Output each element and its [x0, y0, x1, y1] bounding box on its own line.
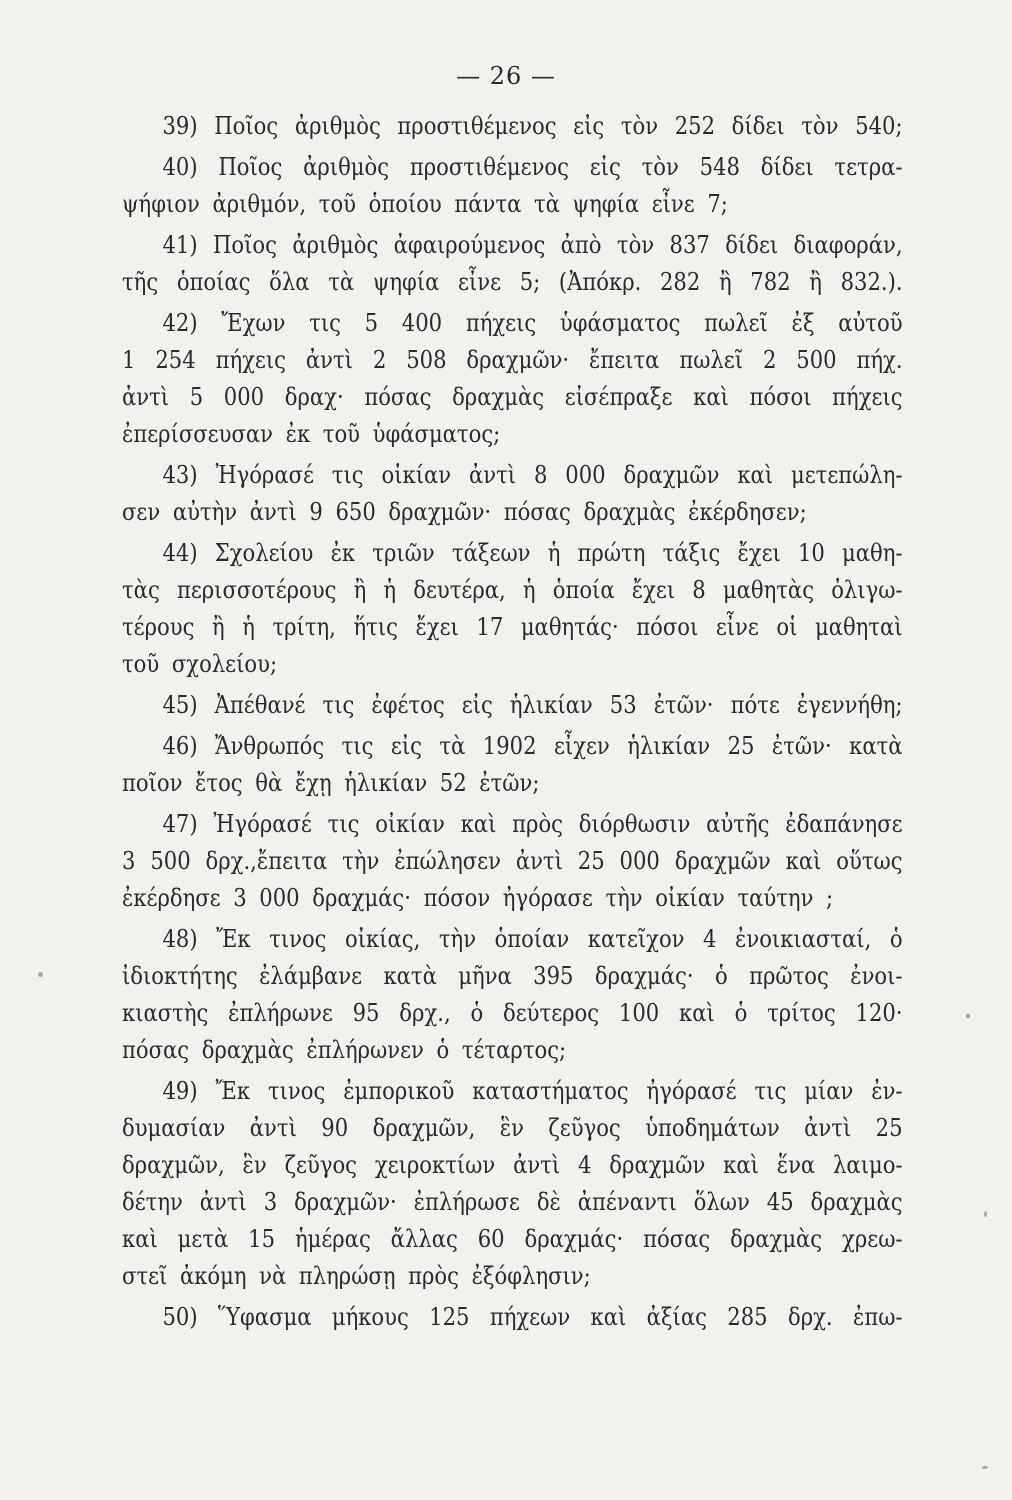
problem-number: 46) [162, 732, 198, 760]
problem-number: 49) [162, 1077, 198, 1105]
problem-41 [122, 227, 903, 301]
text-line: στεῖ ἀκόμη νὰ πληρώσῃ πρὸς ἐξόφλησιν; [122, 1262, 591, 1290]
problem-43 [122, 457, 903, 531]
problem-text: Ἔχων τις 5 400 πήχεις ὑφάσματος πωλεῖ ἐξ αὐτοῦ [221, 309, 903, 337]
problem-text: Ὕφασμα μήκους 125 πήχεων καὶ ἀξίας 285 δρχ. ἐπω- [217, 1303, 903, 1331]
text-line: ποῖον ἔτος θὰ ἔχῃ ἡλικίαν 52 ἐτῶν; [122, 769, 540, 797]
text-line: δέτην ἀντὶ 3 δραχμῶν· ἐπλήρωσε δὲ ἀπέναντι ὅλων 45 δραχμὰς [122, 1188, 903, 1216]
problem-48 [122, 921, 903, 1069]
problem-text: Ποῖος ἀριθμὸς ἀφαιρούμενος ἀπὸ τὸν 837 δίδει διαφοράν, [212, 231, 903, 259]
text-line: τῆς ὁποίας ὅλα τὰ ψηφία εἶνε 5; (Ἀπόκρ. 282 ἢ 782 ἢ 832.). [122, 268, 903, 296]
text-line: σεν αὐτὴν ἀντὶ 9 650 δραχμῶν· πόσας δραχμὰς ἐκέρδησεν; [122, 498, 807, 526]
problem-44 [122, 535, 903, 683]
text-line [122, 305, 903, 342]
text-line: τοῦ σχολείου; [122, 650, 278, 678]
text-line: τὰς περισσοτέρους ἢ ἡ δευτέρα, ἡ ὁποία ἔχει 8 μαθητὰς ὀλιγω- [122, 576, 903, 604]
text-line: 3 500 δρχ.,ἔπειτα τὴν ἐπώλησεν ἀντὶ 25 000 δραχμῶν καὶ οὕτως [122, 847, 903, 875]
text-line: ἀντὶ 5 000 δραχ· πόσας δραχμὰς εἰσέπραξε καὶ πόσοι πήχεις [122, 383, 903, 411]
text-line [122, 457, 903, 494]
problem-46 [122, 728, 903, 802]
text-line [122, 227, 903, 264]
problem-text: Ἔκ τινος οἰκίας, τὴν ὁποίαν κατεῖχον 4 ἐνοικιασταί, ὁ [216, 925, 903, 953]
problem-text: Ἀπέθανέ τις ἐφέτος εἰς ἡλικίαν 53 ἐτῶν· πότε ἐγεννήθη; [214, 691, 903, 719]
text-line: καὶ μετὰ 15 ἡμέρας ἄλλας 60 δραχμάς· πόσας δραχμὰς χρεω- [122, 1225, 903, 1253]
problem-text: Ἠγόρασέ τις οἰκίαν καὶ πρὸς διόρθωσιν αὐτῆς ἐδαπάνησε [213, 810, 903, 838]
problem-number: 39) [162, 112, 198, 140]
text-line: πόσας δραχμὰς ἐπλήρωνεν ὁ τέταρτος; [122, 1036, 567, 1064]
problem-number: 40) [162, 153, 198, 181]
problem-50 [122, 1299, 903, 1336]
problem-49 [122, 1073, 903, 1295]
text-line [122, 149, 903, 186]
text-line [122, 728, 903, 765]
problem-number: 50) [162, 1303, 198, 1331]
problem-number: 41) [162, 231, 198, 259]
text-line: ἐκέρδησε 3 000 δραχμάς· πόσον ἠγόρασε τὴν οἰκίαν ταύτην ; [122, 884, 834, 912]
problem-number: 42) [162, 309, 198, 337]
problem-number: 43) [162, 461, 198, 489]
text-line: δραχμῶν, ἓν ζεῦγος χειροκτίων ἀντὶ 4 δραχμῶν καὶ ἕνα λαιμο- [122, 1151, 903, 1179]
text-line [122, 108, 903, 145]
scan-speck [38, 972, 43, 977]
text-line: κιαστὴς ἐπλήρωνε 95 δρχ., ὁ δεύτερος 100 καὶ ὁ τρίτος 120· [122, 999, 903, 1027]
problem-number: 48) [162, 925, 198, 953]
page-number: — 26 — [456, 62, 556, 90]
problem-text: Ἔκ τινος ἐμπορικοῦ καταστήματος ἠγόρασέ τις μίαν ἐν- [215, 1077, 903, 1105]
text-line: 1 254 πήχεις ἀντὶ 2 508 δραχμῶν· ἔπειτα πωλεῖ 2 500 πήχ. [122, 346, 903, 374]
text-line: δυμασίαν ἀντὶ 90 δραχμῶν, ἓν ζεῦγος ὑποδημάτων ἀντὶ 25 [122, 1114, 903, 1142]
problem-number: 47) [162, 810, 198, 838]
scan-speck [966, 1014, 970, 1018]
scan-speck [982, 1466, 988, 1469]
scan-speck [984, 1211, 987, 1217]
problem-list [122, 108, 903, 1336]
problem-39 [122, 108, 903, 145]
text-line [122, 921, 903, 958]
text-line [122, 1299, 903, 1336]
problem-text: Ποῖος ἀριθμὸς προστιθέμενος εἰς τὸν 548 δίδει τετρα- [218, 153, 903, 181]
problem-text: Ἠγόρασέ τις οἰκίαν ἀντὶ 8 000 δραχμῶν καὶ μετεπώλη- [215, 461, 903, 489]
problem-47 [122, 806, 903, 917]
text-line [122, 806, 903, 843]
problem-text: Ποῖος ἀριθμὸς προστιθέμενος εἰς τὸν 252 δίδει τὸν 540; [214, 112, 903, 140]
problem-text: Ἄνθρωπός τις εἰς τὰ 1902 εἶχεν ἡλικίαν 25 ἐτῶν· κατὰ [215, 732, 903, 760]
text-line: τέρους ἢ ἡ τρίτη, ἥτις ἔχει 17 μαθητάς· πόσοι εἶνε οἱ μαθηταὶ [122, 613, 903, 641]
problem-42 [122, 305, 903, 453]
problem-number: 44) [162, 539, 198, 567]
problem-text: Σχολείου ἐκ τριῶν τάξεων ἡ πρώτη τάξις ἔχει 10 μαθη- [214, 539, 903, 567]
problem-40 [122, 149, 903, 223]
problem-number: 45) [162, 691, 198, 719]
text-line [122, 1073, 903, 1110]
text-line [122, 687, 903, 724]
text-line: ἰδιοκτήτης ἐλάμβανε κατὰ μῆνα 395 δραχμάς· ὁ πρῶτος ἐνοι- [122, 962, 903, 990]
problem-45 [122, 687, 903, 724]
text-line: ψήφιον ἀριθμόν, τοῦ ὁποίου πάντα τὰ ψηφία εἶνε 7; [122, 190, 728, 218]
text-line [122, 535, 903, 572]
text-line: ἐπερίσσευσαν ἐκ τοῦ ὑφάσματος; [122, 420, 501, 448]
